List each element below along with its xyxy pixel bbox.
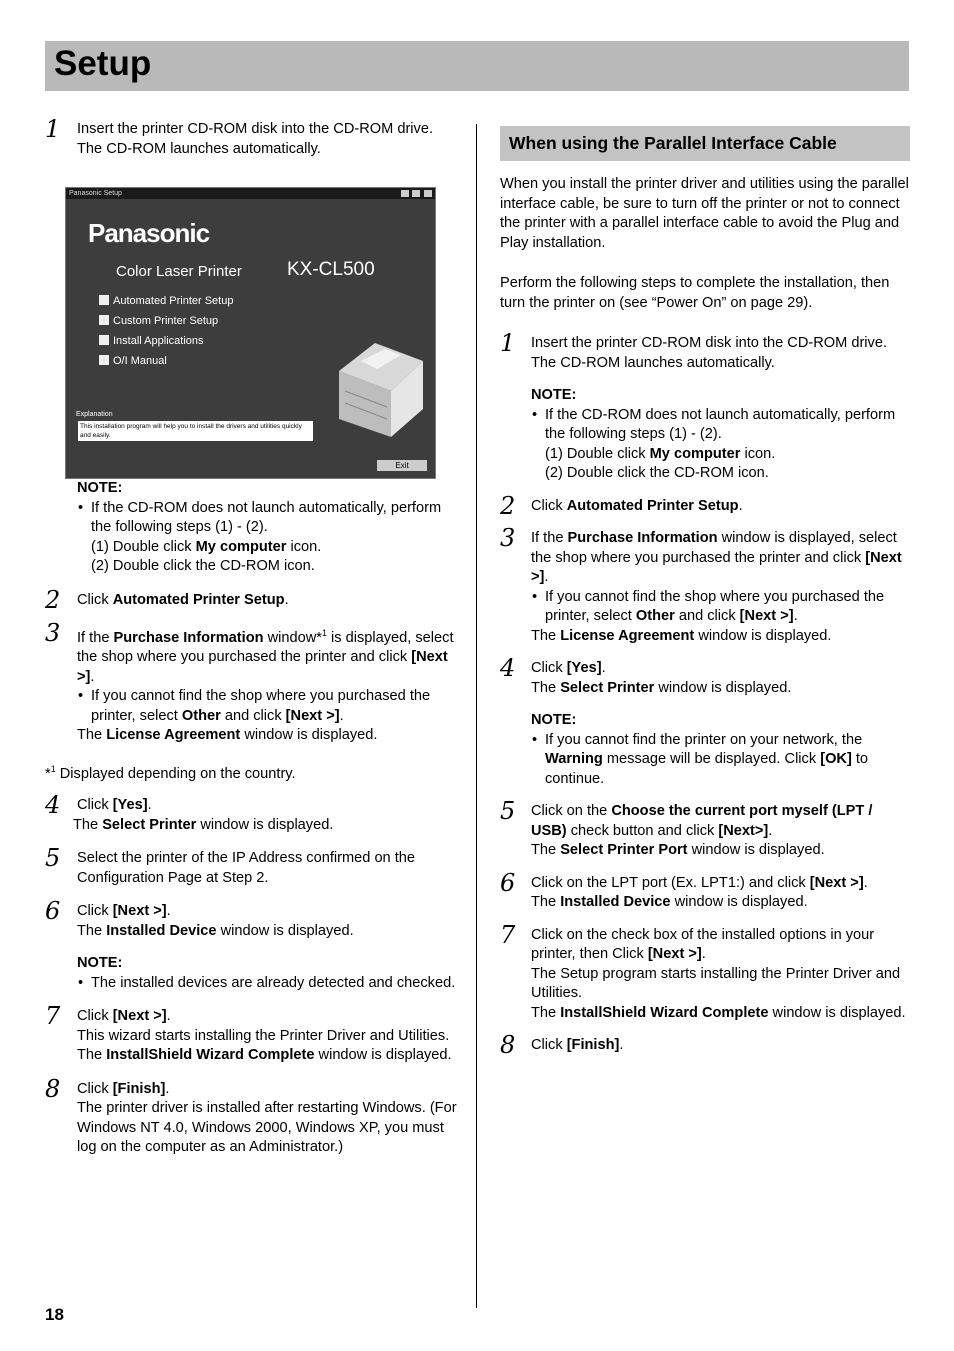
menu-item-applications: Install Applications xyxy=(99,335,204,348)
close-icon xyxy=(424,190,432,197)
product-name: Color Laser Printer xyxy=(116,263,242,280)
right-step-3: 3 If the Purchase Information window is displayed, select the shop where you purchased the printer and click [Next >]. • If you cannot find the shop where you purchased the printer, select Other and click [Next >]. The License Agreement window is displayed. xyxy=(500,529,910,646)
checkbox-icon xyxy=(99,335,109,345)
minimize-icon xyxy=(401,190,409,197)
menu-item-manual: O/I Manual xyxy=(99,355,167,368)
page-title: Setup xyxy=(54,44,152,83)
intro-paragraph-2: Perform the following steps to complete the installation, then turn the printer on (see “Power On” on page 29). xyxy=(500,275,890,311)
explanation-label: Explanation xyxy=(76,411,113,418)
right-step-6: 6 Click on the LPT port (Ex. LPT1:) and click [Next >]. The Installed Device window is displayed. xyxy=(500,868,868,910)
left-step-8: 8 Click [Finish]. The printer driver is installed after restarting Windows. (For Windows NT 4.0, Windows 2000, Windows XP, you must log on the computer as an Administrator.) xyxy=(45,1074,457,1156)
checkbox-icon xyxy=(99,315,109,325)
checkbox-icon xyxy=(99,295,109,305)
menu-item-automated: Automated Printer Setup xyxy=(99,295,233,308)
printer-icon xyxy=(331,339,427,439)
right-step-8: 8 Click [Finish]. xyxy=(500,1031,624,1059)
right-column xyxy=(500,124,910,1059)
explanation-box: This installation program will help you to install the drivers and utilities quickly and easily. xyxy=(78,421,313,441)
window-titlebar: Panasonic Setup xyxy=(66,188,435,199)
left-note-1: NOTE: • If the CD-ROM does not launch automatically, perform the following steps (1) - (2). (1) Double click My computer icon. (2) Double click the CD-ROM icon. xyxy=(45,479,460,577)
checkbox-icon xyxy=(99,355,109,365)
left-step-4: 4 Click [Yes]. The Select Printer window is displayed. xyxy=(45,791,334,833)
left-step-7: 7 Click [Next >]. This wizard starts installing the Printer Driver and Utilities. The InstallShield Wizard Complete window is displayed. xyxy=(45,1002,452,1064)
maximize-icon xyxy=(412,190,420,197)
step-number: 1 xyxy=(45,115,61,143)
left-step-3: 3 If the Purchase Information window*$^1$ is displayed, select the shop where you purchased the printer and click [Next >]. • If you cannot find the shop where you purchased the printer, select Other and click [Next >]. The License Agreement window is displayed. xyxy=(45,624,460,746)
brand-logo: Panasonic xyxy=(88,218,210,248)
right-step-1: 1 Insert the printer CD-ROM disk into the CD-ROM drive. The CD-ROM launches automatically. NOTE: • If the CD-ROM does not launch automatically, perform the following steps (1) - (2). (1) Double click My computer icon. (2) Double click the CD-ROM icon. xyxy=(500,334,910,484)
menu-item-custom: Custom Printer Setup xyxy=(99,315,218,328)
left-step-6: 6 Click [Next >]. The Installed Device window is displayed. NOTE: • The installed devices are already detected and checked. xyxy=(45,902,460,993)
section-header: When using the Parallel Interface Cable xyxy=(500,126,910,161)
right-step-7: 7 Click on the check box of the installed options in your printer, then Click [Next >]. The Setup program starts installing the Printer Driver and Utilities. The InstallShield Wizard Complete window is displayed. xyxy=(500,920,906,1021)
column-divider xyxy=(476,124,477,1308)
page-number: 18 xyxy=(45,1305,64,1324)
right-step-2: 2 Click Automated Printer Setup. xyxy=(500,491,743,520)
header-bar xyxy=(45,41,909,91)
left-step-1: 1 Insert the printer CD-ROM disk into the CD-ROM drive. The CD-ROM launches automatically. xyxy=(45,115,434,157)
right-step-5: 5 Click on the Choose the current port myself (LPT / USB) check button and click [Next>]. The Select Printer Port window is displayed. xyxy=(500,797,873,858)
setup-window-screenshot xyxy=(65,187,436,479)
right-step-4: 4 Click [Yes]. The Select Printer window is displayed. NOTE: • If you cannot find the printer on your network, the Warning message will be displayed. Click [OK] to continue. xyxy=(500,659,910,789)
intro-paragraph-1: When you install the printer driver and utilities using the parallel interface cable, be sure to turn off the printer or not to connect the printer with a parallel interface cable to avoid the Plug and Play installation. xyxy=(500,176,909,251)
exit-button: Exit xyxy=(377,460,427,471)
left-step-2: 2 Click Automated Printer Setup. xyxy=(45,585,289,614)
left-step-5: 5 Select the printer of the IP Address confirmed on the Configuration Page at Step 2. xyxy=(45,844,416,886)
model-name: KX-CL500 xyxy=(287,259,375,280)
footnote: *$^1$ Displayed depending on the country. xyxy=(45,763,296,782)
